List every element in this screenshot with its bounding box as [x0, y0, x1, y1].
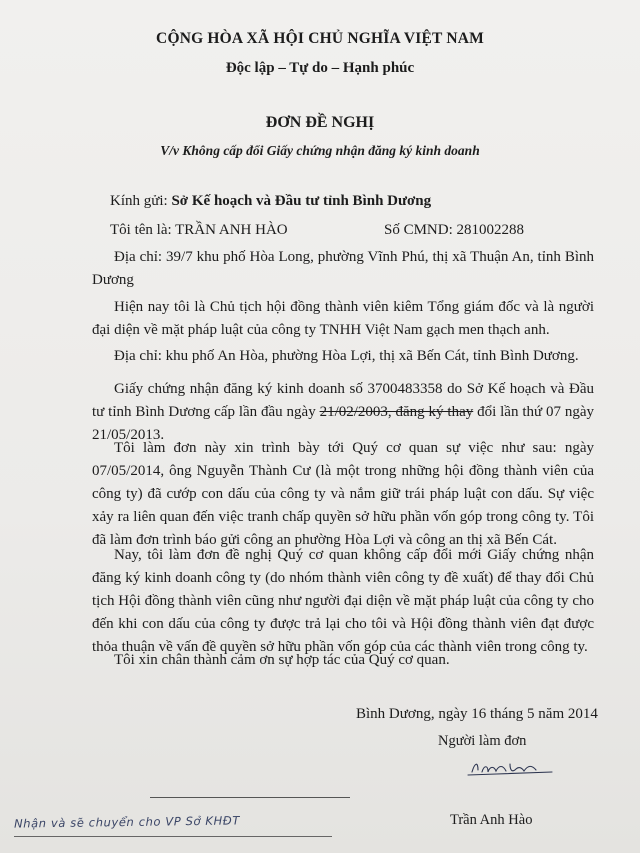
request-paragraph: Nay, tôi làm đơn đề nghị Quý cơ quan không cấp đổi mới Giấy chứng nhận đăng ký kinh doanh công ty (do nhóm thành viên công ty đề xuất) để thay đổi Chủ tịch Hội đồng thành viên cũng như người đại diện về mặt pháp luật của công ty cho đến khi con dấu của công ty được trả lại cho tôi và Hội đồng thành viên đạt được thỏa thuận về vấn đề quyền sở hữu phần vốn góp của các thành viên trong công ty. — [92, 547, 594, 655]
company-address: Địa chỉ: khu phố An Hòa, phường Hòa Lợi, thị xã Bến Cát, tỉnh Bình Dương. — [114, 348, 579, 364]
recipient-prefix: Kính gửi: — [110, 193, 172, 209]
document-title: ĐƠN ĐỀ NGHỊ — [265, 114, 375, 131]
applicant-id-number: Số CMND: 281002288 — [384, 222, 525, 238]
license-text-b: đổi lần thứ 07 ngày 21/05/2013. — [92, 404, 594, 443]
place-and-date: Bình Dương, ngày 16 tháng 5 năm 2014 — [356, 706, 598, 722]
national-motto: Độc lập – Tự do – Hạnh phúc — [225, 60, 415, 76]
applicant-line — [110, 222, 610, 239]
thanks-paragraph: Tôi xin chân thành cảm ơn sự hợp tác của Quý cơ quan. — [114, 652, 450, 668]
national-header: CỘNG HÒA XÃ HỘI CHỦ NGHĨA VIỆT NAM — [156, 30, 484, 47]
signature-icon — [466, 756, 556, 778]
applicant-name: Tôi tên là: TRẦN ANH HÀO — [110, 222, 288, 238]
document-subject: V/v Không cấp đổi Giấy chứng nhận đăng ký kinh doanh — [160, 143, 480, 158]
company-role-paragraph: Hiện nay tôi là Chủ tịch hội đồng thành viên kiêm Tổng giám đốc và là người đại diện về mặt pháp luật của công ty TNHH Việt Nam gạch men thạch anh. — [92, 299, 594, 338]
license-text-struck: 21/02/2003, đăng ký thay — [319, 404, 474, 420]
applicant-address: Địa chỉ: 39/7 khu phố Hòa Long, phường Vĩnh Phú, thị xã Thuận An, tỉnh Bình Dương — [92, 249, 594, 288]
incident-paragraph: Tôi làm đơn này xin trình bày tới Quý cơ quan sự việc như sau: ngày 07/05/2014, ông Nguyễn Thành Cư (là một trong những hội đồng thành viên của công ty) đã cướp con dấu của công ty và nắm giữ trái pháp luật con dấu. Sự việc xảy ra liên quan đến việc tranh chấp quyền sở hữu phần vốn góp trong công ty. Tôi đã làm đơn trình báo gửi công an phường Hòa Lợi và công an thị xã Bến Cát. — [92, 440, 594, 548]
recipient-org: Sở Kế hoạch và Đầu tư tỉnh Bình Dương — [171, 193, 432, 209]
note-rule-top — [150, 797, 350, 798]
signer-name: Trần Anh Hào — [450, 812, 533, 828]
signer-role: Người làm đơn — [438, 733, 527, 749]
license-text-a: Giấy chứng nhận đăng ký kinh doanh số 3700483358 do Sở Kế hoạch và Đầu tư tỉnh Bình Dương cấp lần đầu ngày — [92, 381, 594, 420]
note-rule-bottom — [14, 836, 332, 837]
handwritten-note: Nhận và sẽ chuyển cho VP Sở KHĐT — [13, 813, 241, 831]
recipient-line — [110, 193, 431, 210]
